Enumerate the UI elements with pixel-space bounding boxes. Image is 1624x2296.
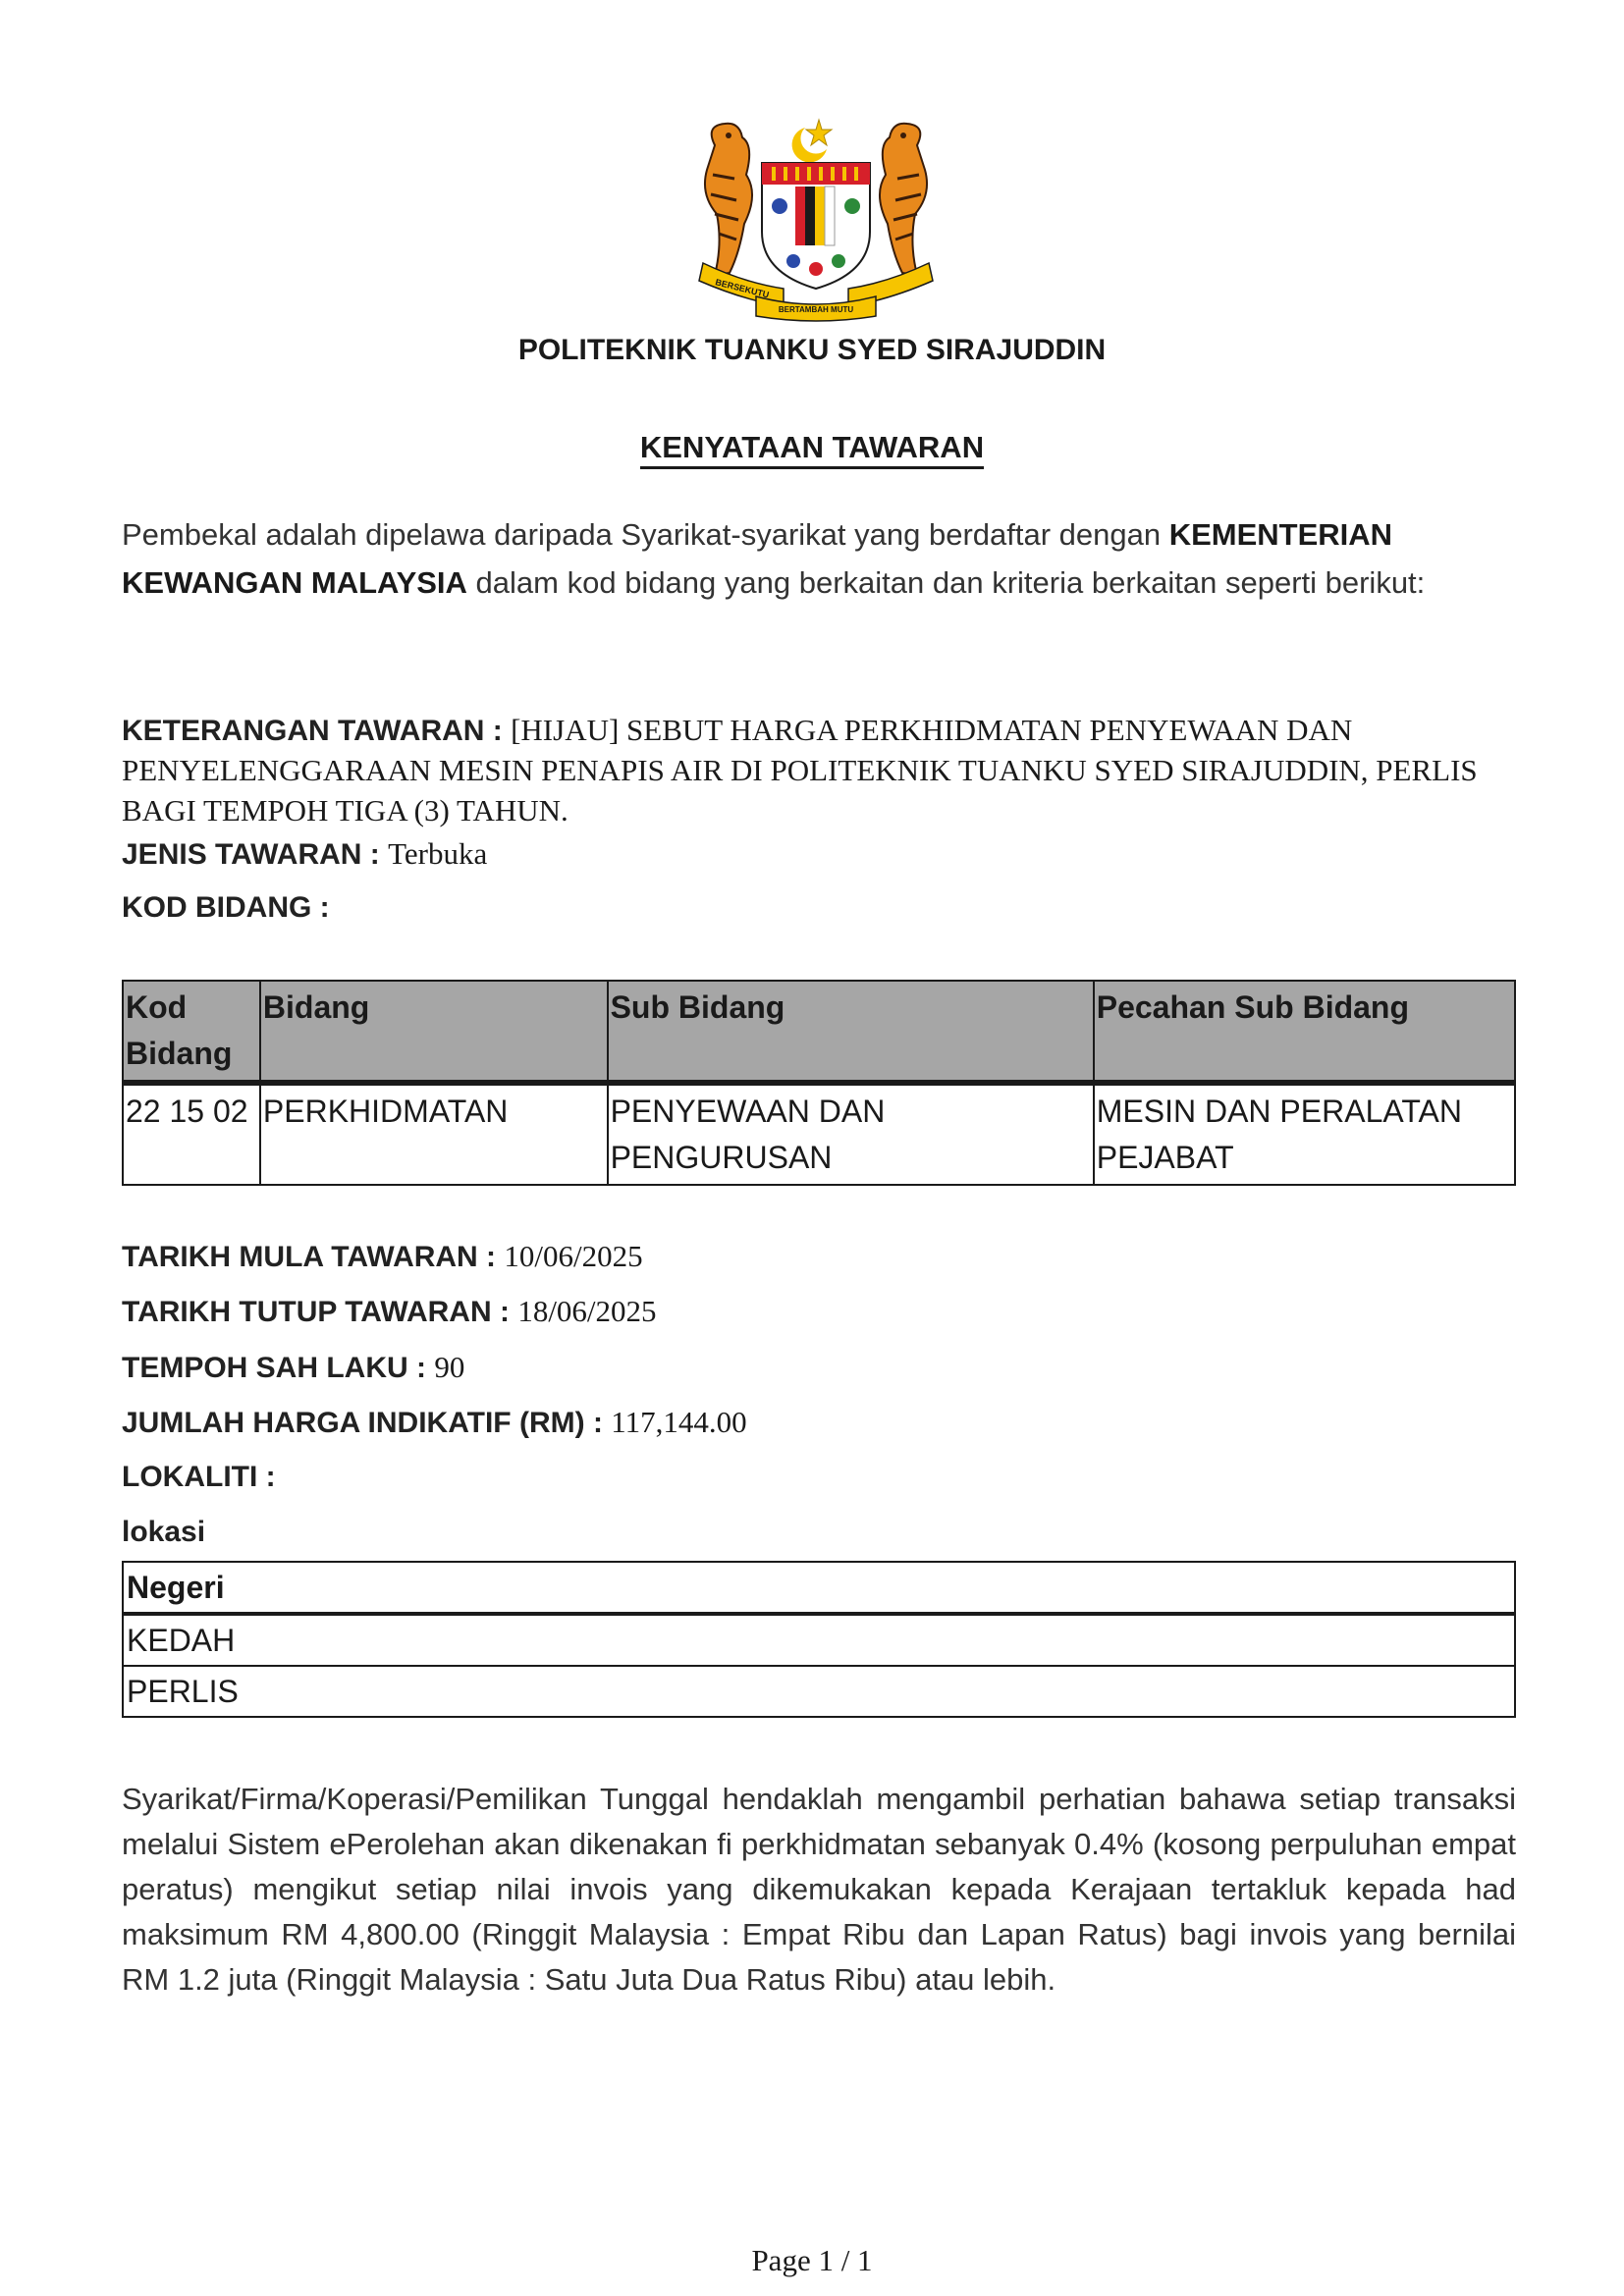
motto-bottom-text: BERTAMBAH MUTU bbox=[778, 305, 854, 314]
cell-sub-bidang: PENYEWAAN DAN PENGURUSAN bbox=[608, 1083, 1094, 1185]
institution-name: POLITEKNIK TUANKU SYED SIRAJUDDIN bbox=[517, 334, 1107, 366]
kod-bidang-table bbox=[122, 980, 1516, 1186]
page-number: Page 1 / 1 bbox=[751, 2243, 873, 2277]
shield-icon bbox=[762, 163, 870, 289]
table-row bbox=[123, 1666, 1515, 1717]
document-title: KENYATAAN TAWARAN bbox=[0, 430, 1624, 465]
service-fee-notice: Syarikat/Firma/Koperasi/Pemilikan Tunggal hendaklah mengambil perhatian bahawa setiap transaksi melalui Sistem ePerolehan akan dikenakan fi perkhidmatan sebanyak 0.4% (kosong perpuluhan empat peratus) mengikut setiap nilai invois yang dikemukakan kepada Kerajaan tertakluk kepada had maksimum RM 4,800.00 (Ringgit Malaysia : Empat Ribu dan Lapan Ratus) bagi invois yang bernilai RM 1.2 juta (Ringgit Malaysia : Satu Juta Dua Ratus Ribu) atau lebih. bbox=[122, 1782, 1516, 1997]
ministry-name: KEMENTERIAN KEWANGAN MALAYSIA bbox=[122, 517, 1393, 600]
crescent-star-icon bbox=[792, 120, 832, 162]
lokasi-table bbox=[122, 1561, 1516, 1718]
tarikh-tutup-tawaran: TARIKH TUTUP TAWARAN : 18/06/2025 bbox=[122, 1294, 657, 1328]
cell-negeri: PERLIS bbox=[123, 1666, 1515, 1717]
header-kod-bidang: Kod Bidang bbox=[123, 981, 260, 1083]
kod-bidang-label: KOD BIDANG : bbox=[122, 891, 330, 924]
lokaliti-label: LOKALITI : bbox=[122, 1461, 276, 1493]
cell-kod: 22 15 02 bbox=[123, 1083, 260, 1185]
coat-of-arms-icon bbox=[685, 116, 947, 322]
header-negeri: Negeri bbox=[123, 1562, 1515, 1614]
table-row bbox=[123, 1083, 1515, 1185]
lokasi-label: lokasi bbox=[122, 1516, 206, 1548]
jumlah-harga-indikatif: JUMLAH HARGA INDIKATIF (RM) : 117,144.00 bbox=[122, 1405, 747, 1439]
table-row bbox=[123, 1614, 1515, 1666]
intro-paragraph: Pembekal adalah dipelawa daripada Syarikat-syarikat yang berdaftar dengan KEMENTERIAN KEWANGAN MALAYSIA dalam kod bidang yang berkaitan dan kriteria berkaitan seperti berikut: bbox=[122, 517, 1426, 600]
tempoh-sah-laku: TEMPOH SAH LAKU : 90 bbox=[122, 1350, 465, 1384]
cell-negeri: KEDAH bbox=[123, 1614, 1515, 1666]
keterangan-tawaran: KETERANGAN TAWARAN : [HIJAU] SEBUT HARGA PERKHIDMATAN PENYEWAAN DAN PENYELENGGARAAN MESIN PENAPIS AIR DI POLITEKNIK TUANKU SYED SIRAJUDDIN, PERLIS BAGI TEMPOH TIGA (3) TAHUN. bbox=[122, 713, 1478, 828]
jenis-tawaran: JENIS TAWARAN : Terbuka bbox=[122, 836, 488, 871]
header-bidang: Bidang bbox=[260, 981, 608, 1083]
header-pecahan-sub-bidang: Pecahan Sub Bidang bbox=[1094, 981, 1515, 1083]
tarikh-mula-tawaran: TARIKH MULA TAWARAN : 10/06/2025 bbox=[122, 1239, 643, 1273]
table-header-row bbox=[123, 1562, 1515, 1614]
header-sub-bidang: Sub Bidang bbox=[608, 981, 1094, 1083]
cell-bidang: PERKHIDMATAN bbox=[260, 1083, 608, 1185]
motto-left-text: BERSEKUTU bbox=[714, 277, 771, 300]
right-tiger-icon bbox=[880, 124, 927, 275]
table-header-row bbox=[123, 981, 1515, 1083]
left-tiger-icon bbox=[705, 124, 752, 275]
cell-pecahan: MESIN DAN PERALATAN PEJABAT bbox=[1094, 1083, 1515, 1185]
